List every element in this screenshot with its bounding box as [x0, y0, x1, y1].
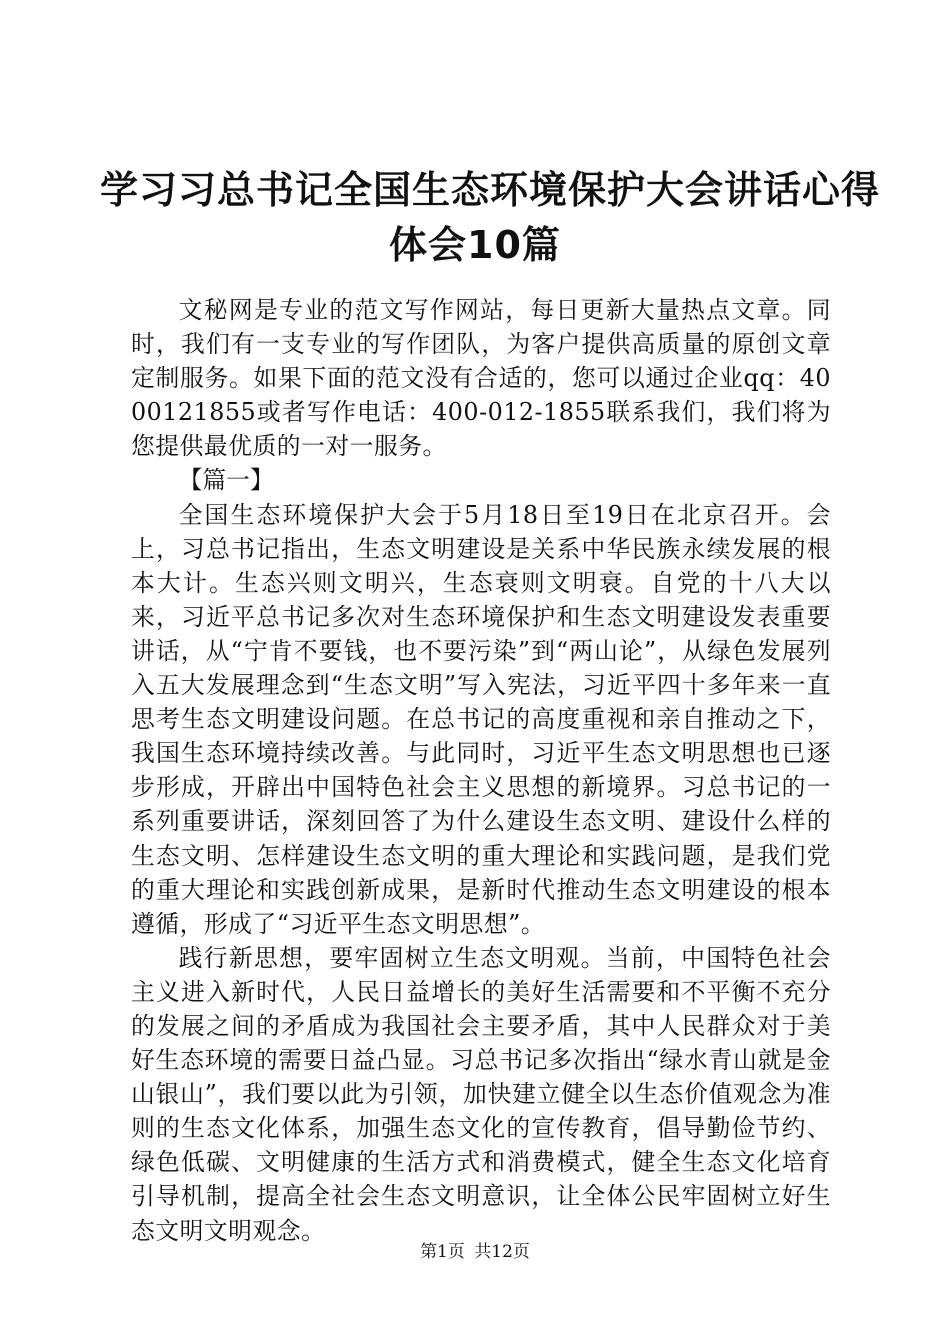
page-number: 第1页 — [420, 1242, 465, 1262]
document-body — [131, 293, 831, 1248]
page-total: 共12页 — [474, 1242, 530, 1262]
body-paragraph-2: 践行新思想，要牢固树立生态文明观。当前，中国特色社会主义进入新时代，人民日益增长的美好生活需要和不平衡不充分的发展之间的矛盾成为我国社会主要矛盾，其中人民群众对于美好生态环境的需要日益凸显。习总书记多次指出“绿水青山就是金山银山”，我们要以此为引领，加快建立健全以生态价值观念为准则的生态文化体系，加强生态文化的宣传教育，倡导勤俭节约、绿色低碳、文明健康的生活方式和消费模式，健全生态文化培育引导机制，提高全社会生态文明意识，让全体公民牢固树立好生态文明文明观念。 — [131, 943, 831, 1245]
page-footer — [0, 1240, 950, 1264]
document-title-line1: 学习习总书记全国生态环境保护大会讲话心得 — [100, 168, 881, 212]
intro-paragraph: 文秘网是专业的范文写作网站，每日更新大量热点文章。同时，我们有一支专业的写作团队，为客户提供高质量的原创文章定制服务。如果下面的范文没有合适的，您可以通过企业qq：4000121855或者写作电话：400-012-1855联系我们，我们将为您提供最优质的一对一服务。 — [131, 296, 831, 461]
document-title-line2: 体会10篇 — [389, 223, 561, 267]
body-paragraph-1: 全国生态环境保护大会于5月18日至19日在北京召开。会上，习总书记指出，生态文明建设是关系中华民族永续发展的根本大计。生态兴则文明兴，生态衰则文明衰。自党的十八大以来，习近平总书记多次对生态环境保护和生态文明建设发表重要讲话，从“宁肯不要钱，也不要污染”到“两山论”，从绿色发展列入五大发展理念到“生态文明”写入宪法，习近平四十多年来一直思考生态文明建设问题。在总书记的高度重视和亲自推动之下，我国生态环境持续改善。与此同时，习近平生态文明思想也已逐步形成，开辟出中国特色社会主义思想的新境界。习总书记的一系列重要讲话，深刻回答了为什么建设生态文明、建设什么样的生态文明、怎样建设生态文明的重大理论和实践问题，是我们党的重大理论和实践创新成果，是新时代推动生态文明建设的根本遵循，形成了“习近平生态文明思想”。 — [131, 500, 831, 938]
section-heading: 【篇一】 — [178, 466, 274, 495]
